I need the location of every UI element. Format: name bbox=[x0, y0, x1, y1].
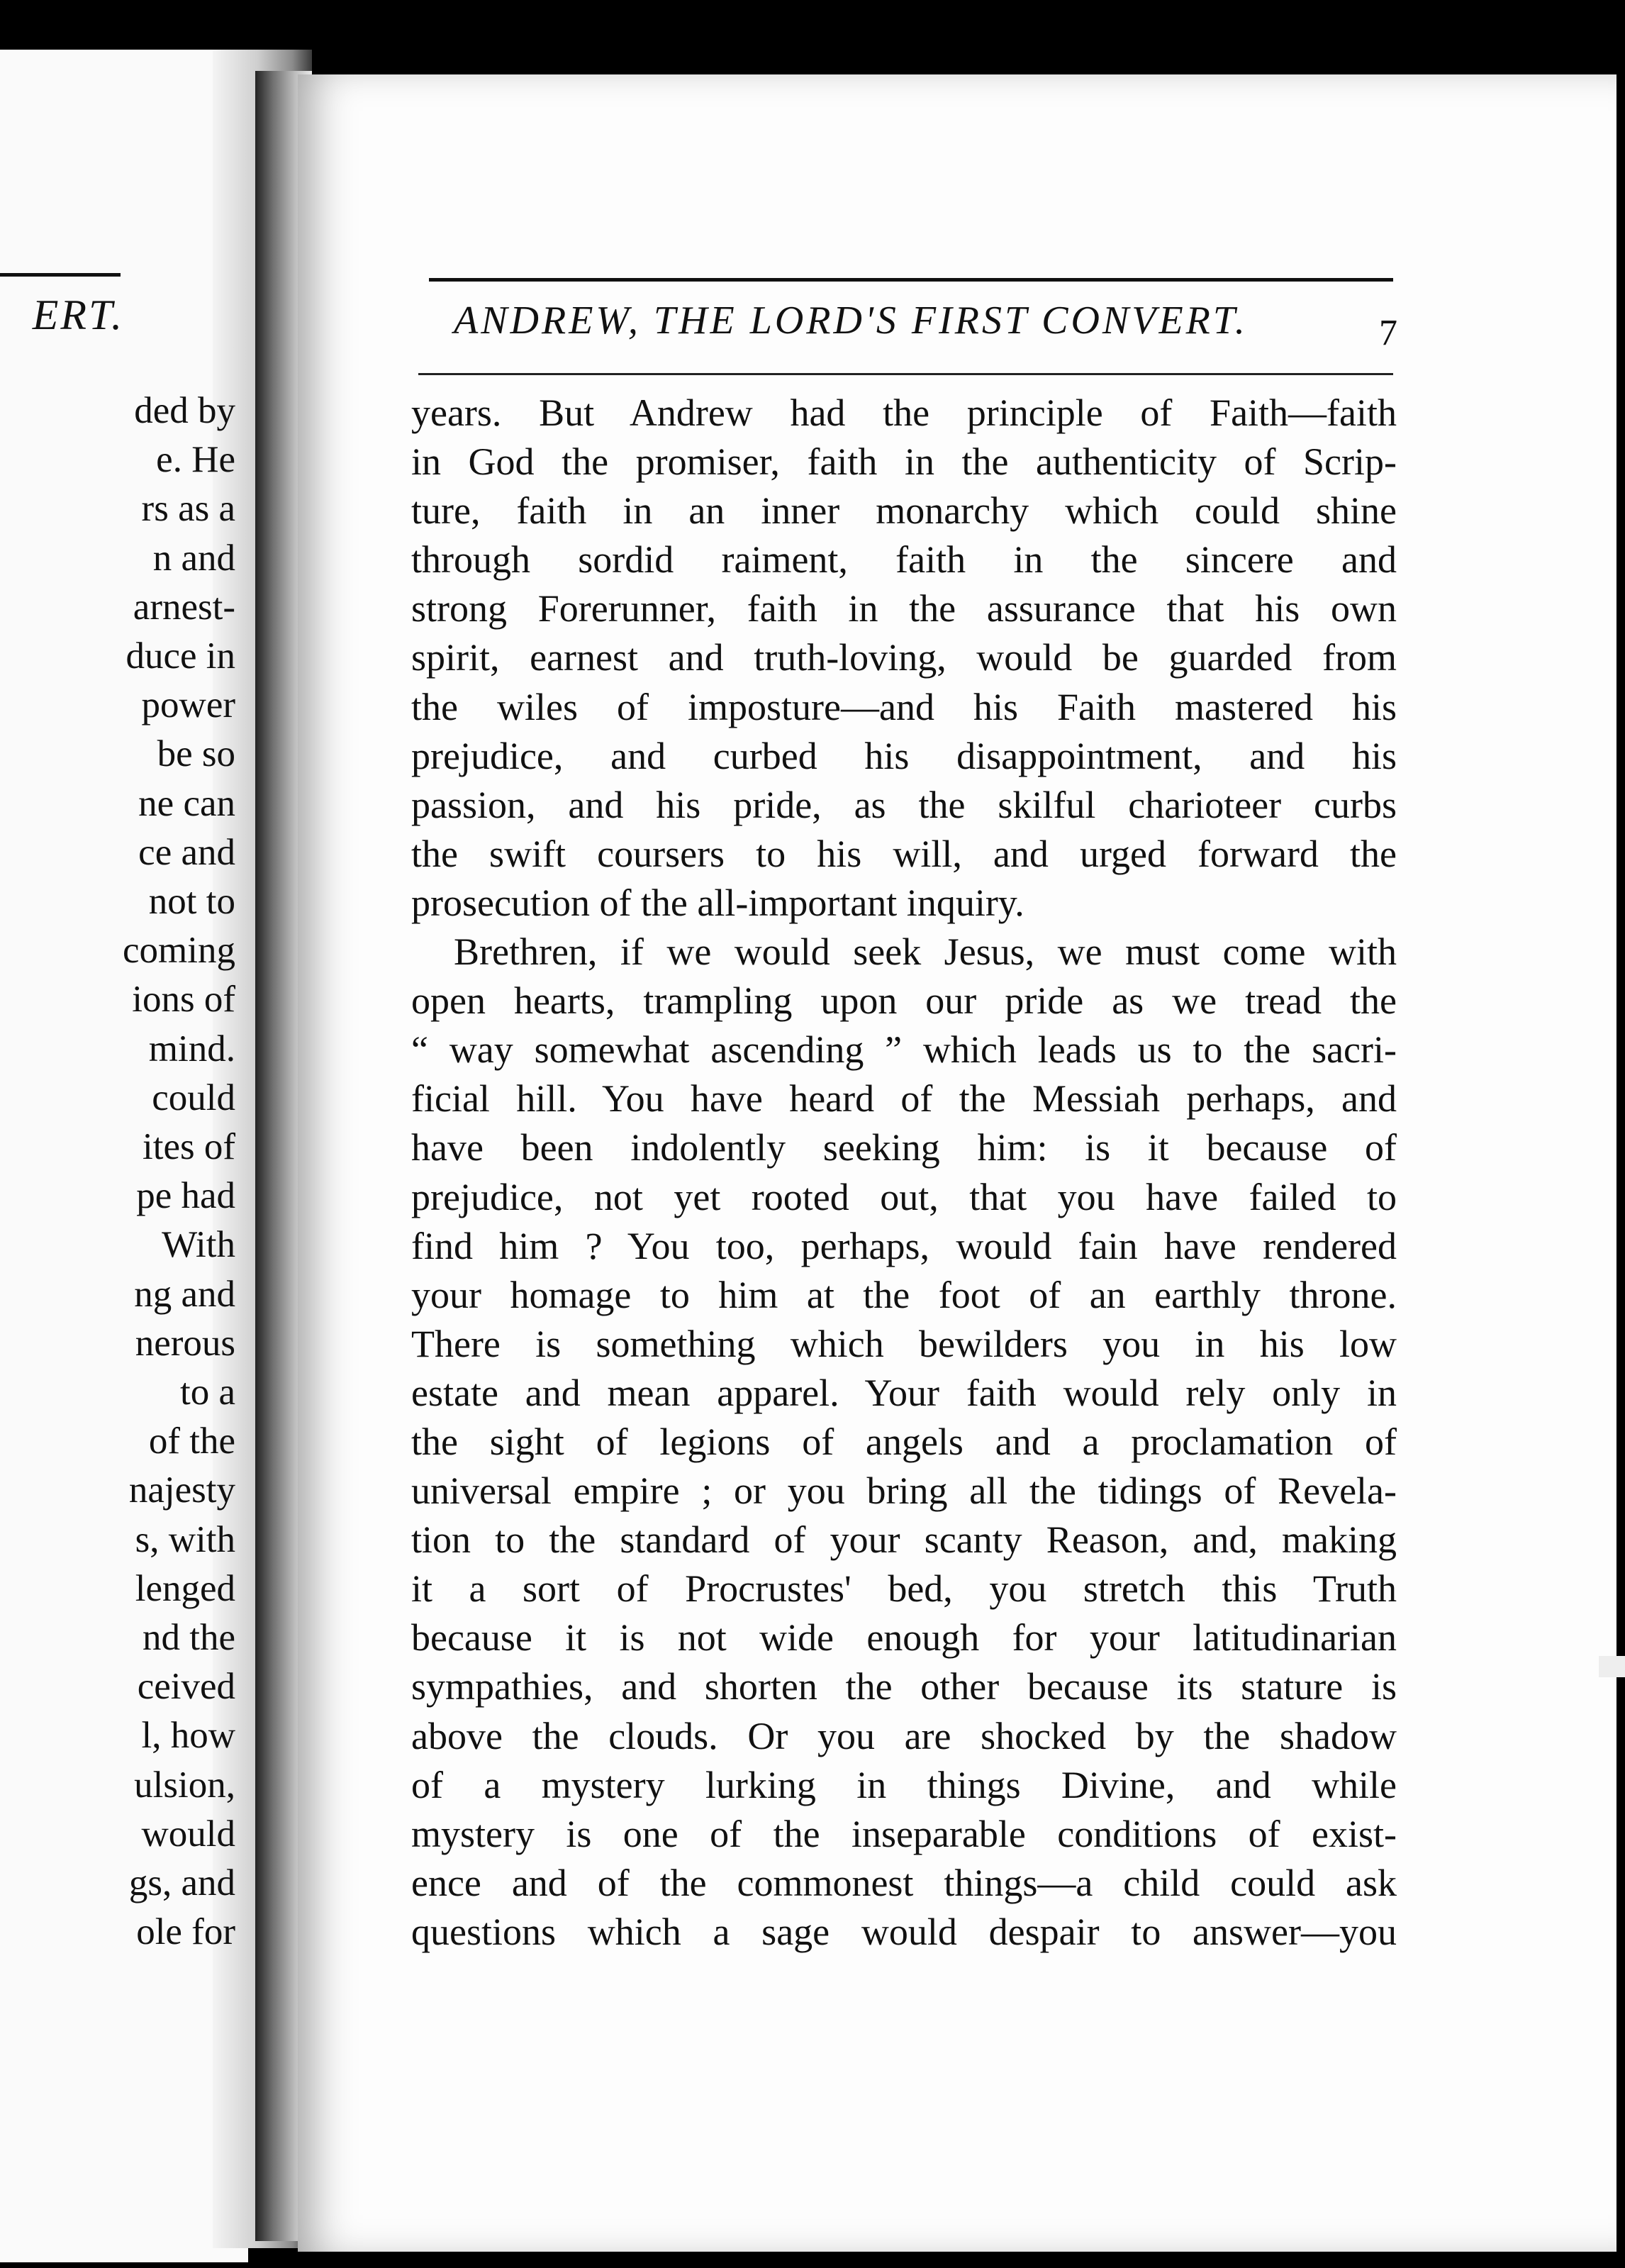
text-line: questions which a sage would despair to answer—you bbox=[411, 1910, 1397, 1953]
running-head: ANDREW, THE LORD'S FIRST CONVERT. bbox=[454, 299, 1248, 343]
text-line: ture, faith in an inner monarchy which could shine bbox=[411, 489, 1397, 533]
text-line: strong Forerunner, faith in the assurance that his own bbox=[411, 587, 1397, 630]
previous-page-line: be so bbox=[157, 733, 235, 775]
previous-page-line: could bbox=[152, 1077, 235, 1118]
text-line: through sordid raiment, faith in the sincere and bbox=[411, 538, 1397, 582]
text-line: of a mystery lurking in things Divine, and while bbox=[411, 1763, 1397, 1806]
text-line: prejudice, and curbed his disappointment, and his bbox=[411, 734, 1397, 777]
previous-page-line: nerous bbox=[135, 1322, 235, 1364]
text-line: open hearts, trampling upon our pride as we tread the bbox=[411, 979, 1397, 1023]
previous-page-line: would bbox=[141, 1813, 235, 1855]
previous-page-line: ng and bbox=[134, 1273, 235, 1315]
previous-page-line: duce in bbox=[125, 635, 235, 677]
previous-page-line: l, how bbox=[141, 1715, 235, 1757]
text-line: prejudice, not yet rooted out, that you have failed to bbox=[411, 1175, 1397, 1218]
paragraph-2 bbox=[411, 928, 1397, 1957]
text-line: mystery is one of the inseparable conditions of exist- bbox=[411, 1812, 1397, 1855]
previous-page-line: ions of bbox=[132, 979, 235, 1021]
text-line: the sight of legions of angels and a proclamation of bbox=[411, 1420, 1397, 1463]
text-line: the wiles of imposture—and his Faith mastered his bbox=[411, 685, 1397, 728]
text-line: your homage to him at the foot of an earthly throne. bbox=[411, 1273, 1397, 1316]
text-line: the swift coursers to his will, and urged forward the bbox=[411, 832, 1397, 875]
previous-page-line: nd the bbox=[143, 1617, 235, 1659]
previous-page-line: gs, and bbox=[128, 1862, 235, 1904]
text-line: ficial hill. You have heard of the Messiah perhaps, and bbox=[411, 1077, 1397, 1121]
previous-page-line: coming bbox=[123, 930, 235, 972]
previous-page-line: With bbox=[162, 1224, 235, 1266]
page-number: 7 bbox=[1379, 313, 1397, 353]
previous-page-line: to a bbox=[180, 1372, 235, 1413]
previous-page-line: mind. bbox=[148, 1028, 235, 1069]
text-line: universal empire ; or you bring all the tidings of Revela- bbox=[411, 1469, 1397, 1513]
header-bottom-rule bbox=[418, 373, 1393, 375]
previous-page-line: not to bbox=[148, 881, 235, 923]
previous-page-line: e. He bbox=[156, 439, 235, 481]
text-line: years. But Andrew had the principle of Faith—faith bbox=[411, 391, 1397, 434]
previous-page-line: ne can bbox=[138, 782, 235, 824]
previous-page-text bbox=[123, 387, 235, 1957]
text-line: There is something which bewilders you in his low bbox=[411, 1322, 1397, 1365]
text-line: estate and mean apparel. Your faith would rely only in bbox=[411, 1371, 1397, 1414]
previous-page-line: ites of bbox=[143, 1126, 235, 1168]
text-line: tion to the standard of your scanty Reason, and, making bbox=[411, 1518, 1397, 1562]
header-top-rule bbox=[429, 278, 1393, 282]
text-line: in God the promiser, faith in the authenticity of Scrip- bbox=[411, 440, 1397, 484]
previous-page-line: ceived bbox=[137, 1666, 235, 1708]
previous-page-line: lenged bbox=[135, 1567, 235, 1609]
previous-page-line: arnest- bbox=[133, 586, 235, 628]
text-line: because it is not wide enough for your latitudinarian bbox=[411, 1616, 1397, 1660]
text-line: have been indolently seeking him: is it because of bbox=[411, 1126, 1397, 1169]
previous-page-line: s, with bbox=[135, 1518, 235, 1560]
text-line: sympathies, and shorten the other because its stature is bbox=[411, 1665, 1397, 1708]
text-line: find him ? You too, perhaps, would fain have rendered bbox=[411, 1224, 1397, 1267]
text-line: “ way somewhat ascending ” which leads us to the sacri- bbox=[411, 1028, 1397, 1072]
previous-page-line: rs as a bbox=[141, 488, 235, 530]
paragraph-1 bbox=[411, 389, 1397, 928]
previous-page-line: n and bbox=[152, 537, 235, 579]
text-line: passion, and his pride, as the skilful charioteer curbs bbox=[411, 783, 1397, 826]
text-line: prosecution of the all-important inquiry. bbox=[411, 881, 1024, 924]
previous-page-line: pe had bbox=[136, 1175, 235, 1217]
previous-page-line: najesty bbox=[128, 1469, 235, 1511]
previous-page-line: ded by bbox=[134, 390, 235, 431]
previous-page-line: of the bbox=[148, 1421, 235, 1462]
body-text bbox=[411, 389, 1397, 1957]
text-line: spirit, earnest and truth-loving, would be guarded from bbox=[411, 636, 1397, 679]
previous-page-line: ce and bbox=[138, 831, 235, 873]
previous-page-header-rule bbox=[0, 273, 121, 277]
previous-page-line: ulsion, bbox=[134, 1764, 235, 1806]
text-line: it a sort of Procrustes' bed, you stretch this Truth bbox=[411, 1567, 1397, 1611]
previous-page-line: ole for bbox=[136, 1911, 235, 1953]
previous-page-running-head: ERT. bbox=[32, 291, 124, 338]
text-line: above the clouds. Or you are shocked by the shadow bbox=[411, 1714, 1397, 1757]
text-line: ence and of the commonest things—a child could ask bbox=[411, 1861, 1397, 1904]
page-edge-tab bbox=[1599, 1656, 1625, 1677]
text-line: Brethren, if we would seek Jesus, we must come with bbox=[454, 930, 1397, 974]
previous-page-line: power bbox=[141, 684, 235, 726]
